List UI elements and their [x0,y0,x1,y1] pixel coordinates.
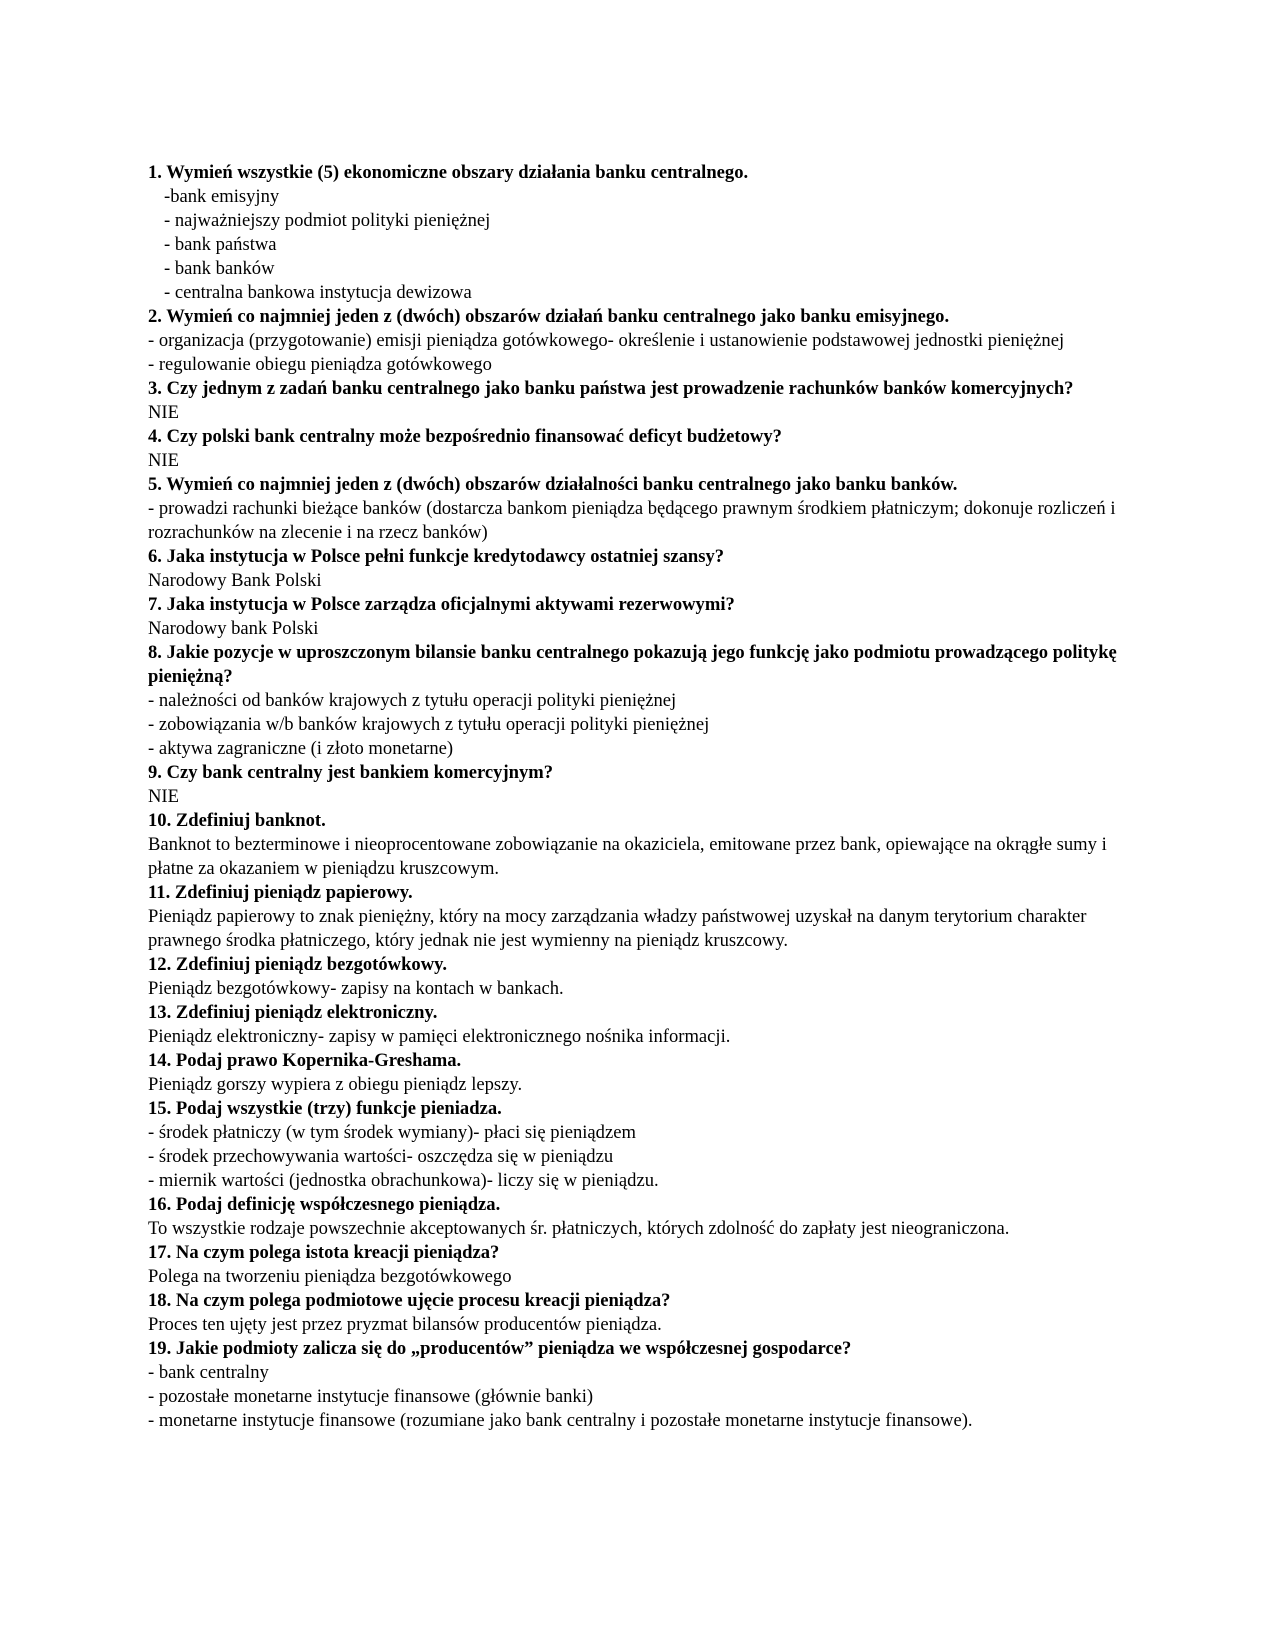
question-text: 4. Czy polski bank centralny może bezpośrednio finansować deficyt budżetowy? [148,426,782,447]
question-text: 1. Wymień wszystkie (5) ekonomiczne obszary działania banku centralnego. [148,162,749,183]
answer-line: - zobowiązania w/b banków krajowych z tytułu operacji polityki pieniężnej [148,714,710,735]
answer-line: - aktywa zagraniczne (i złoto monetarne) [148,738,454,759]
answer-line: - centralna bankowa instytucja dewizowa [164,282,472,303]
question-9 [148,761,1128,809]
question-text: 6. Jaka instytucja w Polsce pełni funkcje kredytodawcy ostatniej szansy? [148,546,725,567]
answer-line: - bank centralny [148,1362,269,1383]
answer-line: - środek płatniczy (w tym środek wymiany)- płaci się pieniądzem [148,1122,636,1143]
question-2 [148,305,1128,377]
question-text: 18. Na czym polega podmiotowe ujęcie procesu kreacji pieniądza? [148,1290,671,1311]
question-17 [148,1241,1128,1289]
answer-line: - należności od banków krajowych z tytułu operacji polityki pieniężnej [148,690,677,711]
question-text: 5. Wymień co najmniej jeden z (dwóch) obszarów działalności banku centralnego jako banku banków. [148,474,958,495]
question-text: 3. Czy jednym z zadań banku centralnego jako banku państwa jest prowadzenie rachunków banków komercyjnych? [148,378,1074,399]
answer-line: Polega na tworzeniu pieniądza bezgotówkowego [148,1266,512,1287]
answer-line: Pieniądz papierowy to znak pieniężny, który na mocy zarządzania władzy państwowej uzyskał na danym terytorium charakter prawnego środka płatniczego, który jednak nie jest wymienny na pieniądz kruszcowy. [148,906,1087,951]
question-text: 11. Zdefiniuj pieniądz papierowy. [148,882,413,903]
answer-line: Proces ten ujęty jest przez pryzmat bilansów producentów pieniądza. [148,1314,662,1335]
question-text: 16. Podaj definicję współczesnego pieniądza. [148,1194,501,1215]
question-11 [148,881,1128,953]
question-16 [148,1193,1128,1241]
question-text: 7. Jaka instytucja w Polsce zarządza oficjalnymi aktywami rezerwowymi? [148,594,735,615]
answer-line: - organizacja (przygotowanie) emisji pieniądza gotówkowego- określenie i ustanowienie podstawowej jednostki pieniężnej [148,330,1065,351]
question-text: 17. Na czym polega istota kreacji pieniądza? [148,1242,500,1263]
answer-line: - najważniejszy podmiot polityki pieniężnej [164,210,491,231]
question-7 [148,593,1128,641]
question-text: 14. Podaj prawo Kopernika-Greshama. [148,1050,462,1071]
question-14 [148,1049,1128,1097]
document-body [148,161,1128,1433]
question-12 [148,953,1128,1001]
question-18 [148,1289,1128,1337]
answer-line: Narodowy bank Polski [148,618,319,639]
question-15 [148,1097,1128,1193]
question-text: 9. Czy bank centralny jest bankiem komercyjnym? [148,762,554,783]
question-text: 8. Jakie pozycje w uproszczonym bilansie banku centralnego pokazują jego funkcję jako podmiotu prowadzącego politykę pieniężną? [148,642,1117,687]
answer-line: - środek przechowywania wartości- oszczędza się w pieniądzu [148,1146,614,1167]
question-4 [148,425,1128,473]
question-text: 15. Podaj wszystkie (trzy) funkcje pieniadza. [148,1098,502,1119]
answer-line: Narodowy Bank Polski [148,570,322,591]
answer-line: - pozostałe monetarne instytucje finansowe (głównie banki) [148,1386,594,1407]
question-8 [148,641,1128,761]
answer-line: Pieniądz elektroniczny- zapisy w pamięci elektronicznego nośnika informacji. [148,1026,731,1047]
answer-line: NIE [148,786,179,807]
answer-line: Pieniądz gorszy wypiera z obiegu pieniądz lepszy. [148,1074,523,1095]
answer-line: - prowadzi rachunki bieżące banków (dostarcza bankom pieniądza będącego prawnym środkiem płatniczym; dokonuje rozliczeń i rozrachunków na zlecenie i na rzecz banków) [148,498,1116,543]
answer-line: NIE [148,450,179,471]
question-6 [148,545,1128,593]
answer-line: - regulowanie obiegu pieniądza gotówkowego [148,354,492,375]
question-10 [148,809,1128,881]
answer-line: NIE [148,402,179,423]
answer-line: - miernik wartości (jednostka obrachunkowa)- liczy się w pieniądzu. [148,1170,659,1191]
answer-line: Pieniądz bezgotówkowy- zapisy na kontach w bankach. [148,978,564,999]
question-text: 2. Wymień co najmniej jeden z (dwóch) obszarów działań banku centralnego jako banku emisyjnego. [148,306,950,327]
question-13 [148,1001,1128,1049]
question-1 [148,161,1128,305]
answer-line: To wszystkie rodzaje powszechnie akceptowanych śr. płatniczych, których zdolność do zapłaty jest nieograniczona. [148,1218,1010,1239]
answer-line: - monetarne instytucje finansowe (rozumiane jako bank centralny i pozostałe monetarne instytucje finansowe). [148,1410,973,1431]
question-text: 13. Zdefiniuj pieniądz elektroniczny. [148,1002,438,1023]
question-text: 19. Jakie podmioty zalicza się do „producentów” pieniądza we współczesnej gospodarce? [148,1338,852,1359]
question-text: 12. Zdefiniuj pieniądz bezgotówkowy. [148,954,448,975]
question-3 [148,377,1128,425]
question-5 [148,473,1128,545]
answer-line: - bank państwa [164,234,277,255]
answer-line: - bank banków [164,258,275,279]
answer-line: Banknot to bezterminowe i nieoprocentowane zobowiązanie na okaziciela, emitowane przez bank, opiewające na okrągłe sumy i płatne za okazaniem w pieniądzu kruszcowym. [148,834,1107,879]
question-19 [148,1337,1128,1433]
answer-line: -bank emisyjny [164,186,280,207]
question-text: 10. Zdefiniuj banknot. [148,810,326,831]
